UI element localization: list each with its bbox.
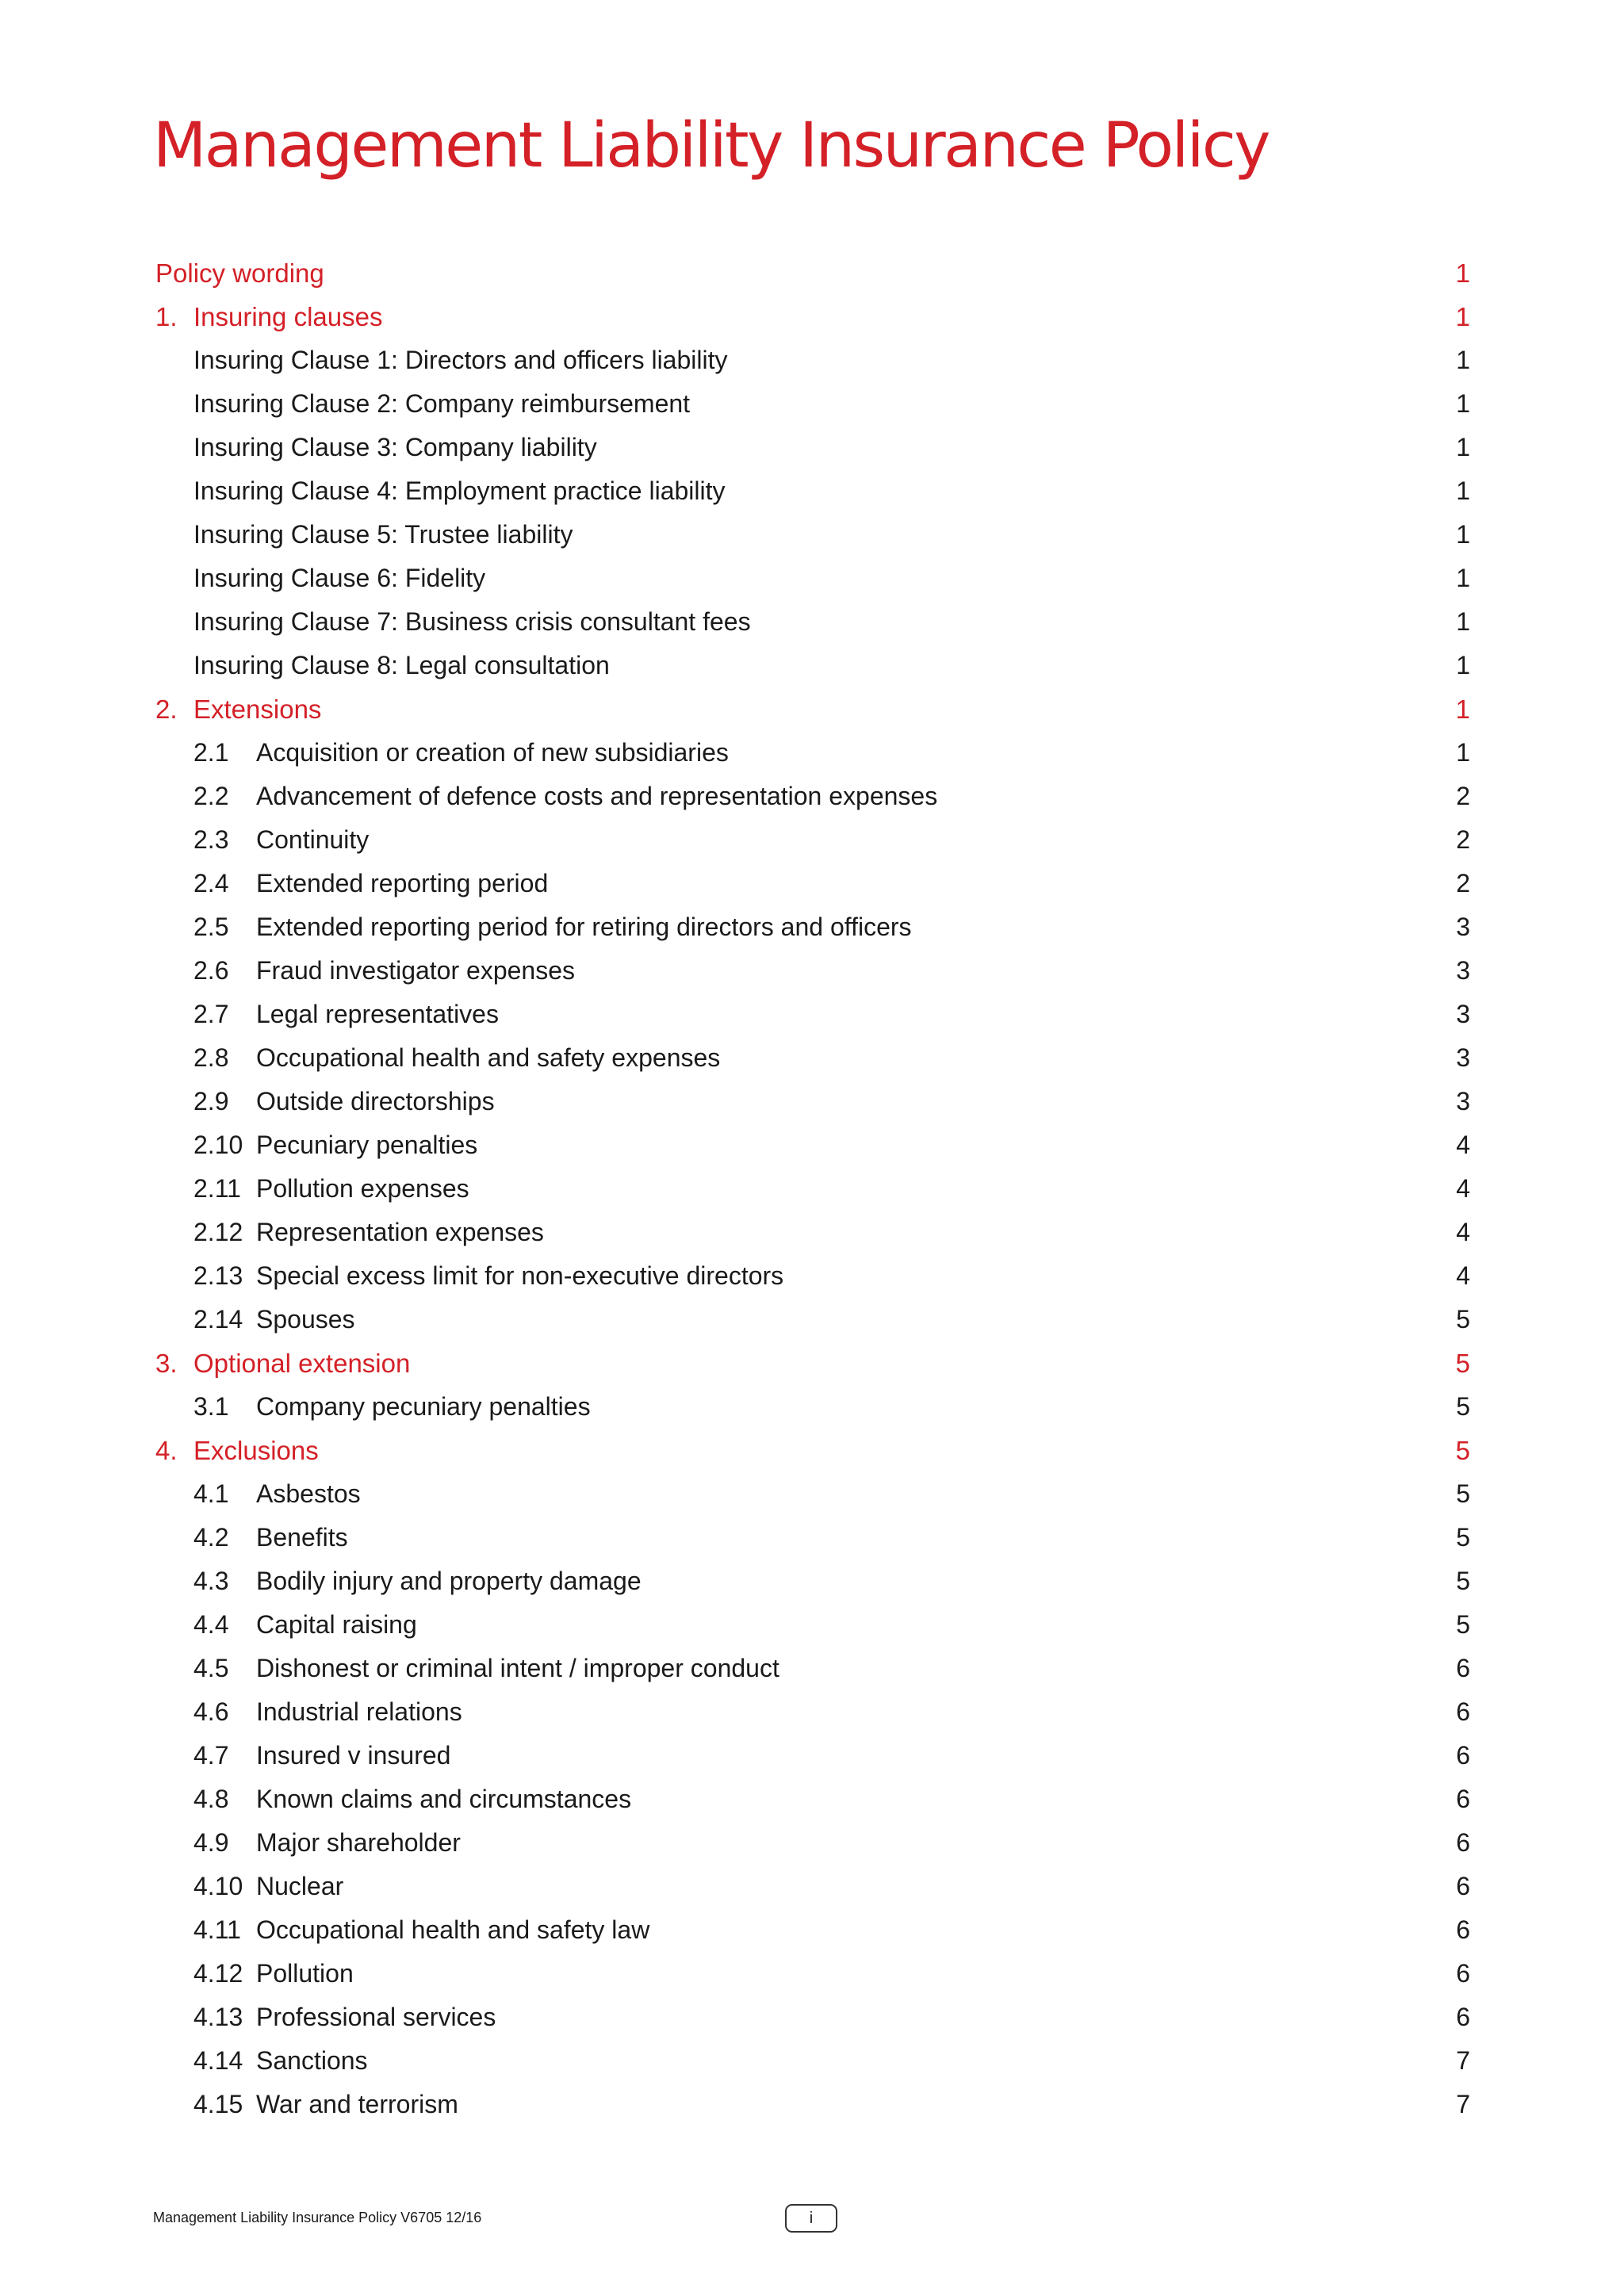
toc-section-heading[interactable]	[155, 295, 1470, 339]
page-title: Management Liability Insurance Policy	[153, 110, 1269, 182]
toc-entry-page-number: 5	[1456, 1305, 1470, 1334]
toc-entry-number: 4.4	[193, 1610, 229, 1639]
toc-subsection-entry[interactable]	[155, 993, 1470, 1036]
toc-subsection-entry[interactable]	[155, 1080, 1470, 1123]
toc-entry-page-number: 1	[1455, 258, 1470, 288]
toc-entry-number: 2.9	[193, 1087, 229, 1115]
toc-entry-page-number: 5	[1456, 1479, 1470, 1508]
toc-subsection-entry[interactable]	[155, 2039, 1470, 2083]
toc-entry-title: Spouses	[256, 1305, 355, 1334]
toc-subsection-entry[interactable]	[155, 1516, 1470, 1559]
toc-entry-page-number: 6	[1456, 1785, 1470, 1813]
toc-entry-number: 2.1	[193, 738, 229, 767]
toc-subsection-entry[interactable]	[155, 1167, 1470, 1211]
toc-entry-page-number: 5	[1456, 1567, 1470, 1595]
toc-entry-page-number: 1	[1456, 607, 1470, 636]
toc-entry-number: 2.8	[193, 1043, 229, 1072]
table-of-contents	[155, 251, 1470, 2126]
toc-entry-page-number: 4	[1456, 1261, 1470, 1290]
toc-entry-page-number: 1	[1456, 564, 1470, 592]
toc-subsection-entry[interactable]	[155, 1777, 1470, 1821]
toc-subsection-entry[interactable]	[155, 1865, 1470, 1908]
toc-entry-title: Nuclear	[256, 1872, 344, 1900]
toc-entry-title: Insured v insured	[256, 1741, 451, 1770]
toc-entry-title: Capital raising	[256, 1610, 417, 1639]
toc-subsection-entry[interactable]	[155, 1690, 1470, 1734]
toc-entry-title: Insuring Clause 4: Employment practice liability	[193, 476, 726, 505]
toc-entry-title: Bodily injury and property damage	[256, 1567, 642, 1595]
toc-entry-number: 2.13	[193, 1261, 243, 1290]
toc-section-heading[interactable]	[155, 687, 1470, 731]
toc-entry-number: 4.9	[193, 1828, 229, 1857]
toc-entry-title: Insuring Clause 8: Legal consultation	[193, 651, 610, 679]
toc-entry-title: Known claims and circumstances	[256, 1785, 632, 1813]
toc-subsection-entry[interactable]	[155, 818, 1470, 862]
toc-clause-entry[interactable]	[155, 557, 1470, 600]
toc-entry-page-number: 3	[1456, 913, 1470, 941]
toc-subsection-entry[interactable]	[155, 1123, 1470, 1167]
toc-entry-number: 2.11	[193, 1174, 241, 1203]
toc-subsection-entry[interactable]	[155, 1821, 1470, 1865]
toc-entry-title: Representation expenses	[256, 1218, 544, 1246]
toc-subsection-entry[interactable]	[155, 1298, 1470, 1341]
toc-entry-title: Fraud investigator expenses	[256, 956, 575, 985]
toc-entry-title: Company pecuniary penalties	[256, 1392, 591, 1421]
toc-subsection-entry[interactable]	[155, 1952, 1470, 1996]
toc-entry-title: Legal representatives	[256, 1000, 499, 1028]
toc-entry-number: 4.7	[193, 1741, 229, 1770]
toc-subsection-entry[interactable]	[155, 1908, 1470, 1952]
toc-entry-title: Occupational health and safety expenses	[256, 1043, 721, 1072]
toc-entry-page-number: 5	[1455, 1348, 1470, 1378]
toc-entry-page-number: 5	[1456, 1523, 1470, 1552]
toc-entry-page-number: 6	[1456, 1915, 1470, 1944]
toc-entry-number: 1.	[155, 301, 178, 331]
toc-entry-title: Pollution expenses	[256, 1174, 469, 1203]
toc-entry-page-number: 7	[1456, 2090, 1470, 2118]
toc-entry-number: 2.12	[193, 1218, 243, 1246]
toc-entry-title: Dishonest or criminal intent / improper conduct	[256, 1654, 779, 1682]
toc-subsection-entry[interactable]	[155, 1211, 1470, 1254]
toc-clause-entry[interactable]	[155, 513, 1470, 557]
toc-entry-number: 4.8	[193, 1785, 229, 1813]
toc-entry-page-number: 2	[1456, 869, 1470, 897]
toc-entry-page-number: 6	[1456, 1959, 1470, 1988]
toc-entry-title: Professional services	[256, 2003, 496, 2031]
toc-entry-number: 4.12	[193, 1959, 243, 1988]
toc-entry-title: Insuring Clause 2: Company reimbursement	[193, 389, 691, 418]
toc-entry-number: 2.10	[193, 1131, 243, 1159]
toc-entry-title: Special excess limit for non-executive directors	[256, 1261, 784, 1290]
toc-entry-title: Sanctions	[256, 2046, 368, 2075]
toc-entry-page-number: 1	[1456, 346, 1470, 374]
toc-entry-title: Insuring Clause 6: Fidelity	[193, 564, 486, 592]
toc-entry-number: 4.1	[193, 1479, 229, 1508]
toc-subsection-entry[interactable]	[155, 1036, 1470, 1080]
toc-subsection-entry[interactable]	[155, 1996, 1470, 2039]
toc-subsection-entry[interactable]	[155, 1254, 1470, 1298]
toc-entry-title: Exclusions	[193, 1435, 319, 1465]
toc-entry-number: 4.	[155, 1435, 178, 1465]
toc-entry-title: Occupational health and safety law	[256, 1915, 650, 1944]
toc-entry-page-number: 4	[1456, 1218, 1470, 1246]
toc-entry-title: Industrial relations	[256, 1697, 462, 1726]
toc-subsection-entry[interactable]	[155, 1647, 1470, 1690]
toc-entry-title: Insuring Clause 1: Directors and officers liability	[193, 346, 728, 374]
toc-entry-title: Insuring clauses	[193, 301, 383, 331]
toc-entry-number: 4.14	[193, 2046, 243, 2075]
toc-entry-page-number: 7	[1456, 2046, 1470, 2075]
toc-entry-page-number: 5	[1456, 1610, 1470, 1639]
toc-section-heading[interactable]	[155, 251, 1470, 295]
toc-clause-entry[interactable]	[155, 339, 1470, 382]
toc-entry-page-number: 6	[1456, 1654, 1470, 1682]
toc-entry-number: 2.	[155, 694, 178, 724]
toc-entry-number: 2.5	[193, 913, 229, 941]
toc-subsection-entry[interactable]	[155, 1472, 1470, 1516]
toc-entry-number: 4.5	[193, 1654, 229, 1682]
toc-entry-number: 2.2	[193, 782, 229, 810]
toc-entry-title: Extensions	[193, 694, 322, 724]
toc-entry-title: Insuring Clause 5: Trustee liability	[193, 520, 573, 549]
toc-entry-title: Outside directorships	[256, 1087, 495, 1115]
toc-entry-number: 4.6	[193, 1697, 229, 1726]
toc-entry-page-number: 1	[1455, 694, 1470, 724]
toc-clause-entry[interactable]	[155, 426, 1470, 469]
toc-entry-number: 3.1	[193, 1392, 229, 1421]
toc-entry-page-number: 6	[1456, 2003, 1470, 2031]
toc-entry-page-number: 4	[1456, 1131, 1470, 1159]
toc-entry-title: Insuring Clause 7: Business crisis consultant fees	[193, 607, 751, 636]
toc-entry-number: 3.	[155, 1348, 178, 1378]
toc-entry-title: Major shareholder	[256, 1828, 461, 1857]
footer-document-reference: Management Liability Insurance Policy V6705 12/16	[153, 2210, 482, 2225]
toc-entry-page-number: 4	[1456, 1174, 1470, 1203]
toc-subsection-entry[interactable]	[155, 775, 1470, 818]
toc-section-heading[interactable]	[155, 1341, 1470, 1385]
toc-subsection-entry[interactable]	[155, 1559, 1470, 1603]
toc-subsection-entry[interactable]	[155, 905, 1470, 949]
toc-entry-title: Continuity	[256, 825, 370, 854]
toc-entry-title: Benefits	[256, 1523, 348, 1552]
page-number-badge	[785, 2204, 837, 2233]
toc-entry-title: Insuring Clause 3: Company liability	[193, 433, 597, 461]
toc-entry-page-number: 1	[1456, 651, 1470, 679]
toc-entry-title: War and terrorism	[256, 2090, 458, 2118]
toc-entry-title: Pollution	[256, 1959, 354, 1988]
toc-entry-number: 4.13	[193, 2003, 243, 2031]
toc-subsection-entry[interactable]	[155, 731, 1470, 775]
toc-subsection-entry[interactable]	[155, 949, 1470, 993]
toc-subsection-entry[interactable]	[155, 1385, 1470, 1429]
toc-entry-number: 2.3	[193, 825, 229, 854]
toc-entry-number: 4.3	[193, 1567, 229, 1595]
toc-entry-title: Extended reporting period	[256, 869, 549, 897]
toc-entry-title: Asbestos	[256, 1479, 361, 1508]
toc-section-heading[interactable]	[155, 1429, 1470, 1472]
toc-entry-page-number: 3	[1456, 1043, 1470, 1072]
toc-entry-title: Extended reporting period for retiring directors and officers	[256, 913, 912, 941]
toc-entry-page-number: 6	[1456, 1741, 1470, 1770]
toc-entry-page-number: 5	[1455, 1435, 1470, 1465]
page-number: i	[809, 2209, 814, 2227]
toc-entry-number: 2.6	[193, 956, 229, 985]
toc-entry-page-number: 1	[1456, 433, 1470, 461]
toc-entry-page-number: 2	[1456, 782, 1470, 810]
toc-entry-number: 4.15	[193, 2090, 243, 2118]
toc-entry-page-number: 2	[1456, 825, 1470, 854]
toc-entry-page-number: 3	[1456, 1087, 1470, 1115]
toc-entry-page-number: 6	[1456, 1828, 1470, 1857]
toc-entry-page-number: 1	[1456, 738, 1470, 767]
toc-entry-title: Advancement of defence costs and representation expenses	[256, 782, 938, 810]
toc-entry-number: 2.14	[193, 1305, 243, 1334]
toc-entry-page-number: 1	[1456, 389, 1470, 418]
toc-entry-title: Policy wording	[155, 258, 324, 288]
toc-entry-page-number: 1	[1456, 520, 1470, 549]
toc-entry-number: 4.11	[193, 1915, 241, 1944]
toc-entry-title: Acquisition or creation of new subsidiaries	[256, 738, 729, 767]
toc-entry-page-number: 6	[1456, 1697, 1470, 1726]
toc-entry-number: 4.2	[193, 1523, 229, 1552]
toc-entry-number: 4.10	[193, 1872, 243, 1900]
toc-clause-entry[interactable]	[155, 644, 1470, 687]
toc-entry-page-number: 6	[1456, 1872, 1470, 1900]
toc-clause-entry[interactable]	[155, 382, 1470, 426]
toc-subsection-entry[interactable]	[155, 862, 1470, 905]
toc-entry-page-number: 3	[1456, 1000, 1470, 1028]
toc-entry-page-number: 1	[1455, 301, 1470, 331]
toc-entry-page-number: 5	[1456, 1392, 1470, 1421]
toc-clause-entry[interactable]	[155, 600, 1470, 644]
toc-subsection-entry[interactable]	[155, 1603, 1470, 1647]
toc-clause-entry[interactable]	[155, 469, 1470, 513]
toc-entry-title: Optional extension	[193, 1348, 411, 1378]
toc-entry-page-number: 3	[1456, 956, 1470, 985]
toc-entry-number: 2.4	[193, 869, 229, 897]
toc-entry-title: Pecuniary penalties	[256, 1131, 478, 1159]
toc-entry-page-number: 1	[1456, 476, 1470, 505]
toc-subsection-entry[interactable]	[155, 2083, 1470, 2126]
toc-entry-number: 2.7	[193, 1000, 229, 1028]
toc-subsection-entry[interactable]	[155, 1734, 1470, 1777]
